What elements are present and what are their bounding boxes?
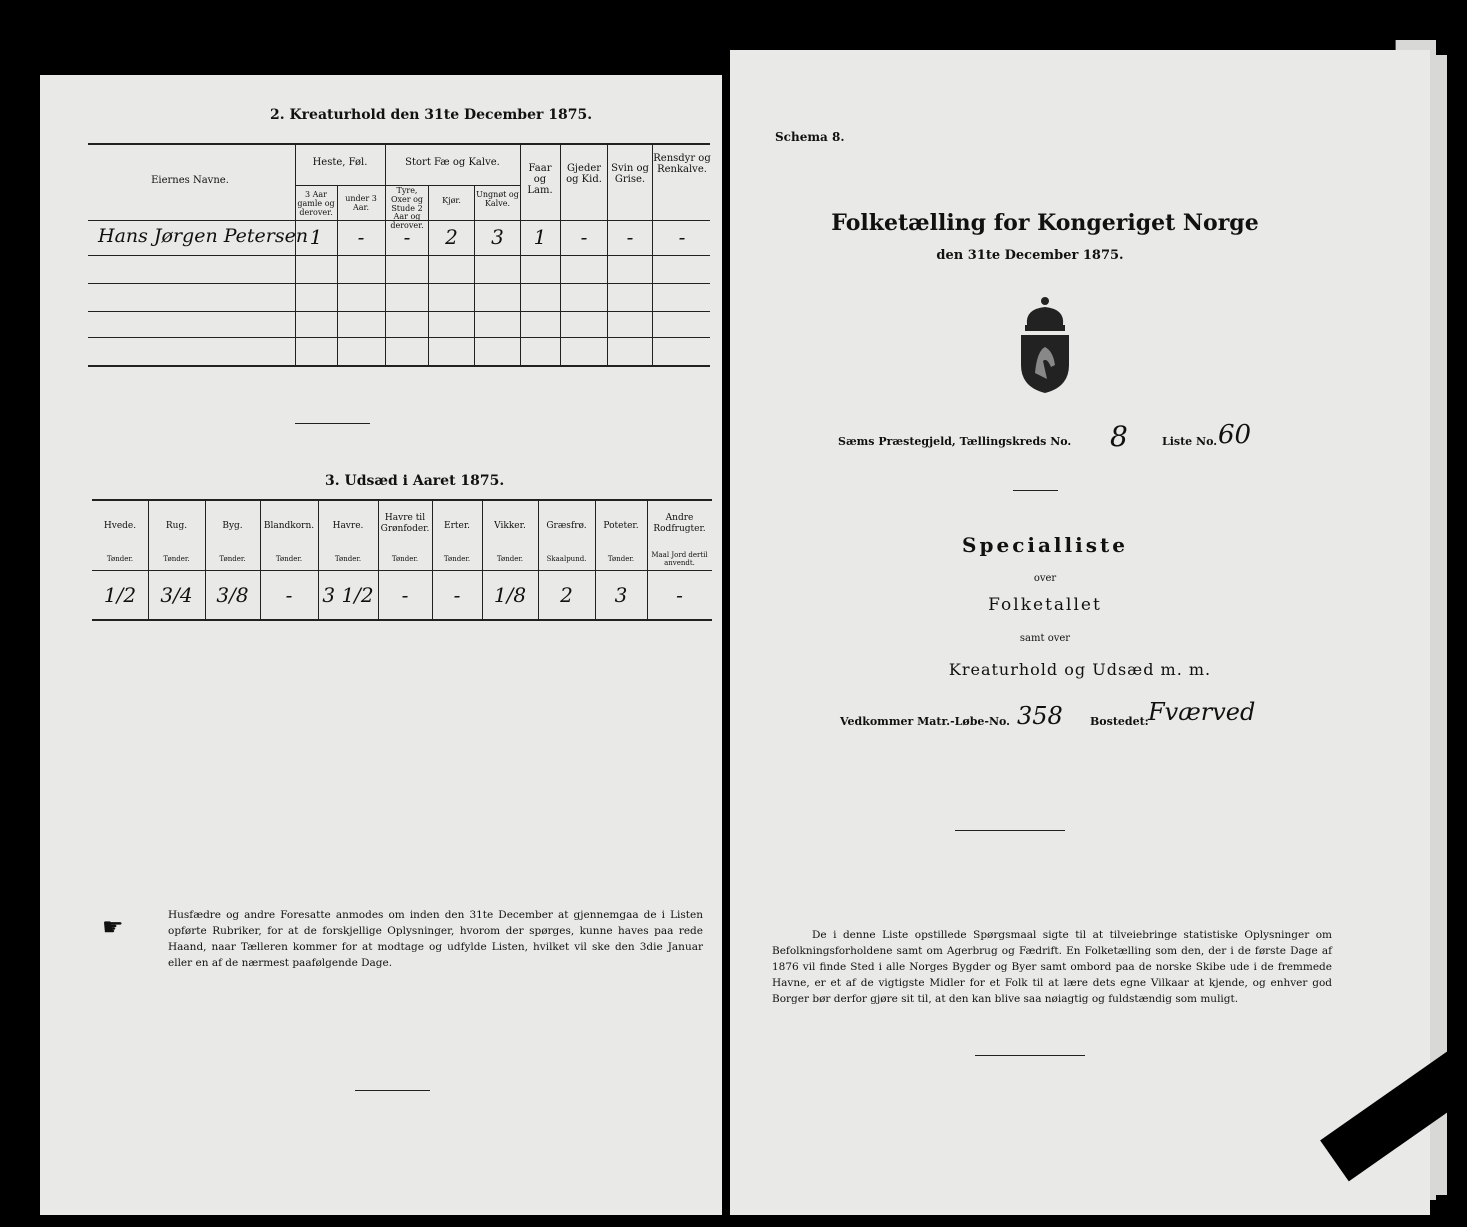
seed-col-unit: Skaalpund. xyxy=(546,555,587,563)
seed-cell: - xyxy=(401,583,409,607)
seed-col-unit: Tønder. xyxy=(106,555,134,563)
specialliste-heading: Specialliste xyxy=(962,533,1128,557)
seed-cell: 3/8 xyxy=(216,583,249,607)
seed-col-header: Vikker. xyxy=(494,521,526,531)
bostedet-label: Bostedet: xyxy=(1090,715,1149,728)
seed-cell: 2 xyxy=(560,583,573,607)
seed-col-header: Erter. xyxy=(444,521,470,531)
title-date: den 31te December 1875. xyxy=(936,248,1124,263)
liste-number: 60 xyxy=(1218,420,1252,450)
main-title: Folketælling for Kongeriget Norge xyxy=(831,210,1259,236)
seed-cell: 3 xyxy=(614,583,628,607)
cell-heste-b: - xyxy=(357,225,365,249)
parish-label: Sæms Præstegjeld, Tællingskreds No. xyxy=(838,435,1072,448)
over-text: over xyxy=(1033,573,1057,584)
col-stort-b: Kjør. xyxy=(442,196,461,205)
norway-coat-of-arms-icon xyxy=(1013,295,1077,395)
liste-label: Liste No. xyxy=(1162,435,1218,448)
folketallet-heading: Folketallet xyxy=(988,595,1102,615)
table-top-rule xyxy=(88,143,710,145)
col-heste-b: under 3 Aar. xyxy=(345,194,377,212)
section2-title: 2. Kreaturhold den 31te December 1875. xyxy=(270,107,593,123)
heste-sub-rule xyxy=(295,185,385,186)
seed-col-unit: Tønder. xyxy=(496,555,524,563)
divider-rule xyxy=(1013,490,1058,491)
cell-faar: 1 xyxy=(533,225,547,249)
owner-name: Hans Jørgen Petersen xyxy=(98,225,309,247)
col-owner: Eiernes Navne. xyxy=(151,175,229,186)
seed-col-header: Blandkorn. xyxy=(263,521,315,531)
cell-svin: - xyxy=(626,225,634,249)
table-row-rule xyxy=(88,337,710,338)
seed-col-header: Hvede. xyxy=(103,521,137,531)
seed-cell: - xyxy=(453,583,461,607)
seed-col-unit: Tønder. xyxy=(607,555,635,563)
cell-stort-a: - xyxy=(403,225,411,249)
seed-col-header: Havre til Grønfoder. xyxy=(380,513,430,534)
seed-col-header: Andre Rodfrugter. xyxy=(653,513,706,534)
col-stort-a: Tyre, Oxer og Stude 2 Aar og derover. xyxy=(390,186,424,231)
seed-col-header: Græsfrø. xyxy=(546,521,587,531)
table-row-rule xyxy=(88,283,710,284)
seed-col-header: Rug. xyxy=(165,521,188,531)
seed-cell: - xyxy=(676,583,683,607)
col-heste-a: 3 Aar gamle og derover. xyxy=(297,190,335,217)
cell-gjeder: - xyxy=(580,225,588,249)
cell-stort-b: 2 xyxy=(445,225,458,249)
seed-cell: - xyxy=(285,583,293,607)
divider-rule xyxy=(295,423,370,424)
col-stort: Stort Fæ og Kalve. xyxy=(405,157,500,168)
divider-rule xyxy=(955,830,1065,831)
right-page xyxy=(730,50,1430,1215)
table-row-rule xyxy=(88,311,710,312)
col-divider xyxy=(474,185,475,365)
section3-title: 3. Udsæd i Aaret 1875. xyxy=(325,473,505,489)
notice-text: Husfædre og andre Foresatte anmodes om inden den 31te December at gjennemgaa de i Listen opførte Rubriker, for at de forskjellige Oplysninger, hvorom der spørges, kunne haves paa rede Haand, naar Tælleren kommer for at modtage og udfylde Listen, hvilket vil ske den 3die Januar eller en af de nærmest paafølgende Dage. xyxy=(168,909,703,969)
table-row-rule xyxy=(88,255,710,256)
seed-col-unit: Tønder. xyxy=(275,555,303,563)
kreds-number: 8 xyxy=(1110,420,1128,453)
samt-over-text: samt over xyxy=(1019,633,1071,644)
seed-col-unit: Tønder. xyxy=(391,555,419,563)
seed-header-rule xyxy=(92,570,712,571)
bottom-rule xyxy=(355,1090,430,1091)
cell-rensdyr: - xyxy=(678,225,686,249)
info-paragraph: De i denne Liste opstillede Spørgsmaal sigte til at tilveiebringe statistiske Oplysninger om Befolkningsforholdene samt om Agerbrug og Fædrift. En Folketælling som den, der i de første Dage af 1876 vil finde Sted i alle Norges Bygder og Byer samt ombord paa de norske Skibe ude i de fremmede Havne, er et af de vigtigste Midler for et Folk til at lære dets egne Vilkaar at kjende, og enhver god Borger bør derfor gjøre sit til, at den kan blive saa nøiagtig og fuldstændig som muligt. xyxy=(772,929,1332,1005)
left-page xyxy=(40,75,722,1215)
col-divider xyxy=(652,143,653,365)
matr-label: Vedkommer Matr.-Løbe-No. xyxy=(840,715,1010,728)
divider-rule xyxy=(975,1055,1085,1056)
seed-cell: 1/2 xyxy=(103,583,137,607)
seed-col-header: Havre. xyxy=(332,521,364,531)
seed-col-header: Poteter. xyxy=(603,521,639,531)
bostedet-value: Fværved xyxy=(1148,698,1256,726)
schema-label: Schema 8. xyxy=(775,130,845,144)
cell-stort-c: 3 xyxy=(491,225,504,249)
col-faar: Faar og Lam. xyxy=(527,163,553,196)
seed-col-unit: Tønder. xyxy=(163,555,190,563)
seed-col-unit: Tønder. xyxy=(219,555,246,563)
col-divider xyxy=(385,143,386,365)
col-heste: Heste, Føl. xyxy=(312,157,368,168)
col-rensdyr: Rensdyr og Renkalve. xyxy=(653,153,711,175)
kreaturhold-heading: Kreaturhold og Udsæd m. m. xyxy=(948,660,1212,679)
seed-bottom-rule xyxy=(92,619,712,621)
seed-cell: 1/8 xyxy=(493,583,527,607)
col-divider xyxy=(428,185,429,365)
table-bottom-rule xyxy=(88,365,710,367)
seed-col-unit: Maal Jord dertil anvendt. xyxy=(651,551,708,567)
seed-col-unit: Tønder. xyxy=(334,555,362,563)
matr-number: 358 xyxy=(1017,702,1063,730)
seed-col-header: Byg. xyxy=(222,521,243,531)
pointing-hand-icon: ☛ xyxy=(102,913,124,941)
seed-cell: 3/4 xyxy=(160,583,193,607)
cell-heste-a: 1 xyxy=(309,225,323,249)
seed-top-rule xyxy=(92,499,712,501)
seed-cell: 3 1/2 xyxy=(322,583,374,607)
col-stort-c: Ungnøt og Kalve. xyxy=(476,190,519,208)
col-divider xyxy=(295,143,296,365)
col-gjeder: Gjeder og Kid. xyxy=(566,163,602,185)
col-svin: Svin og Grise. xyxy=(611,163,649,185)
seed-col-unit: Tønder. xyxy=(443,555,471,563)
